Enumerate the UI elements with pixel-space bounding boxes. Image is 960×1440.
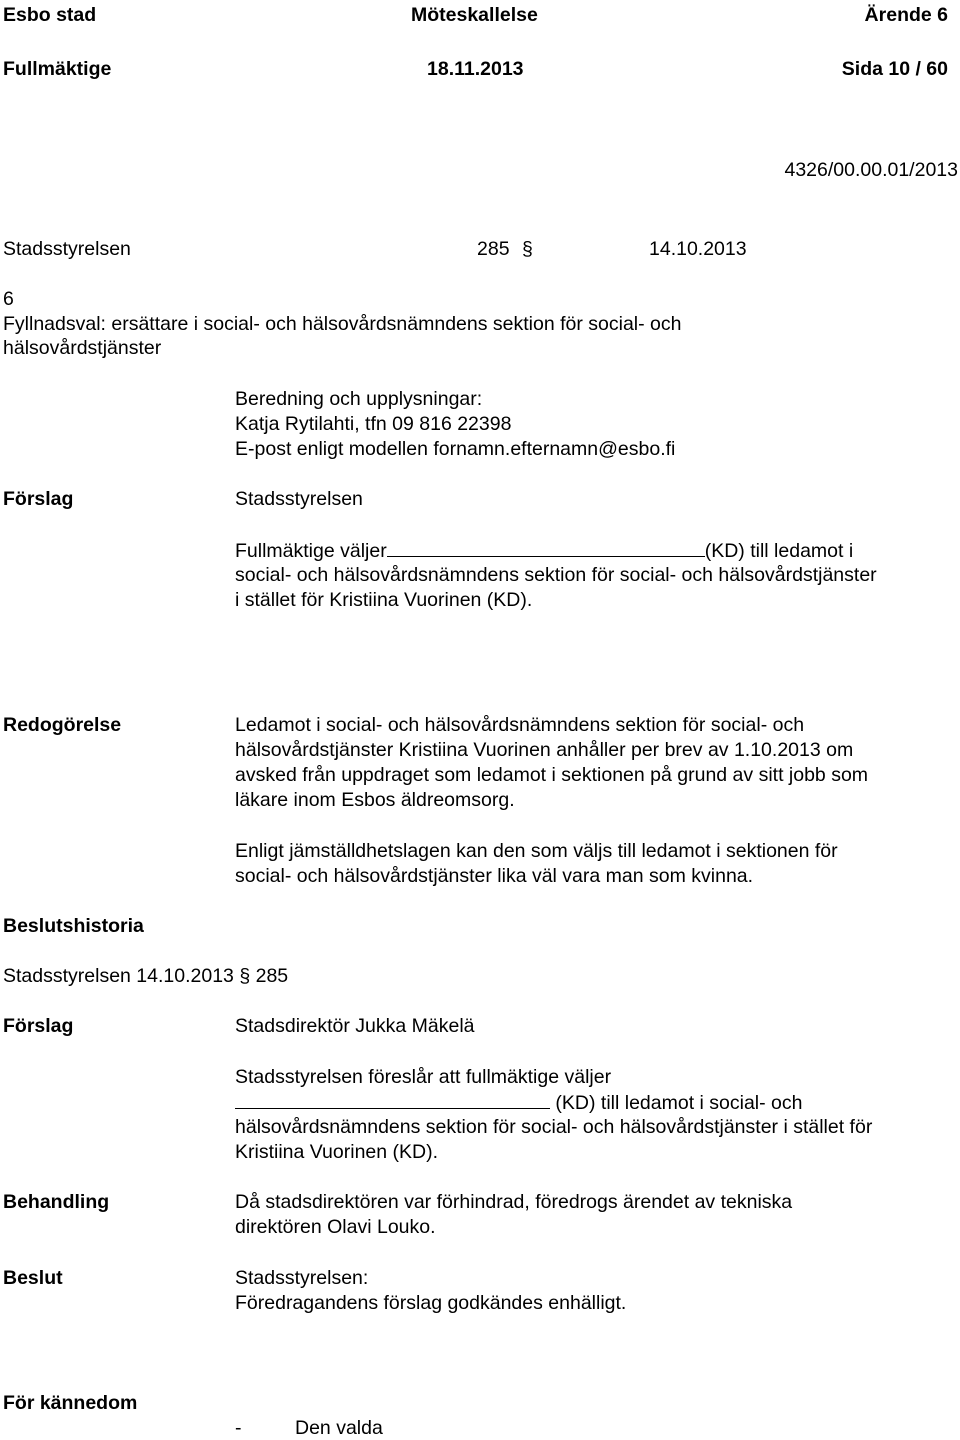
item-title-line1: Fyllnadsval: ersättare i social- och hälsovårdsnämndens sektion för social- och — [3, 313, 682, 335]
for-info-dash: - — [235, 1417, 242, 1439]
history-proposal-line3: hälsovårdsnämndens sektion för social- och hälsovårdstjänster i stället för — [235, 1116, 873, 1138]
history-section-sign: § — [239, 965, 251, 987]
proposal-proposer: Stadsstyrelsen — [235, 488, 363, 510]
section-sign: § — [522, 238, 533, 260]
item-number: 6 — [3, 288, 14, 310]
preparation-heading: Beredning och upplysningar: — [235, 388, 483, 410]
header-org: Esbo stad — [3, 4, 97, 26]
account-p1-line1: Ledamot i social- och hälsovårdsnämndens sektion för social- och — [235, 714, 805, 736]
history-proposal-line1: Stadsstyrelsen föreslår att fullmäktige väljer — [235, 1066, 612, 1088]
proposal-line1-start: Fullmäktige väljer — [235, 540, 387, 562]
preparation-email: E-post enligt modellen fornamn.efternamn@esbo.fi — [235, 438, 676, 460]
account-p1-line2: hälsovårdstjänster Kristiina Vuorinen anhåller per brev av 1.10.2013 om — [235, 739, 854, 761]
history-meeting-board-date: Stadsstyrelsen 14.10.2013 — [3, 965, 234, 987]
board-section-number: 285 — [477, 238, 510, 260]
history-meeting — [3, 964, 288, 988]
history-proposer: Stadsdirektör Jukka Mäkelä — [235, 1015, 475, 1037]
proposal-line1 — [235, 538, 853, 563]
decision-line1: Stadsstyrelsen: — [235, 1267, 369, 1289]
header-item: Ärende 6 — [864, 4, 948, 26]
item-title-line2: hälsovårdstjänster — [3, 337, 162, 359]
decision-line2: Föredragandens förslag godkändes enhälligt. — [235, 1292, 627, 1314]
header-body: Fullmäktige — [3, 58, 112, 80]
history-proposal-line2 — [235, 1090, 803, 1115]
history-name-blank-line — [235, 1090, 550, 1109]
history-section-number: 285 — [255, 965, 289, 987]
proposal-line1-end: (KD) till ledamot i — [704, 540, 854, 562]
handling-label: Behandling — [3, 1191, 110, 1213]
history-proposal-line2-text: (KD) till ledamot i social- och — [555, 1092, 803, 1114]
account-p1-line4: läkare inom Esbos äldreomsorg. — [235, 789, 515, 811]
reference-number: 4326/00.00.01/2013 — [784, 159, 958, 181]
header-doc-type: Möteskallelse — [411, 4, 538, 26]
handling-line2: direktören Olavi Louko. — [235, 1216, 436, 1238]
proposal-label: Förslag — [3, 488, 74, 510]
for-info-item: Den valda — [295, 1417, 383, 1439]
name-blank-line — [387, 538, 705, 557]
preparation-contact: Katja Rytilahti, tfn 09 816 22398 — [235, 413, 512, 435]
account-p2-line1: Enligt jämställdhetslagen kan den som väljs till ledamot i sektionen för — [235, 840, 838, 862]
header-date: 18.11.2013 — [427, 58, 524, 80]
history-proposal-label: Förslag — [3, 1015, 74, 1037]
for-info-label: För kännedom — [3, 1392, 138, 1414]
account-p1-line3: avsked från uppdraget som ledamot i sektionen på grund av sitt jobb som — [235, 764, 869, 786]
board-name: Stadsstyrelsen — [3, 238, 131, 260]
header-page: Sida 10 / 60 — [841, 58, 948, 80]
account-label: Redogörelse — [3, 714, 122, 736]
board-date: 14.10.2013 — [649, 238, 747, 260]
account-p2-line2: social- och hälsovårdstjänster lika väl vara man som kvinna. — [235, 865, 754, 887]
history-proposal-line4: Kristiina Vuorinen (KD). — [235, 1141, 439, 1163]
proposal-line3: i stället för Kristiina Vuorinen (KD). — [235, 589, 533, 611]
handling-line1: Då stadsdirektören var förhindrad, föredrogs ärendet av tekniska — [235, 1191, 793, 1213]
history-label: Beslutshistoria — [3, 915, 144, 937]
proposal-line2: social- och hälsovårdsnämndens sektion för social- och hälsovårdstjänster — [235, 564, 877, 586]
decision-label: Beslut — [3, 1267, 63, 1289]
